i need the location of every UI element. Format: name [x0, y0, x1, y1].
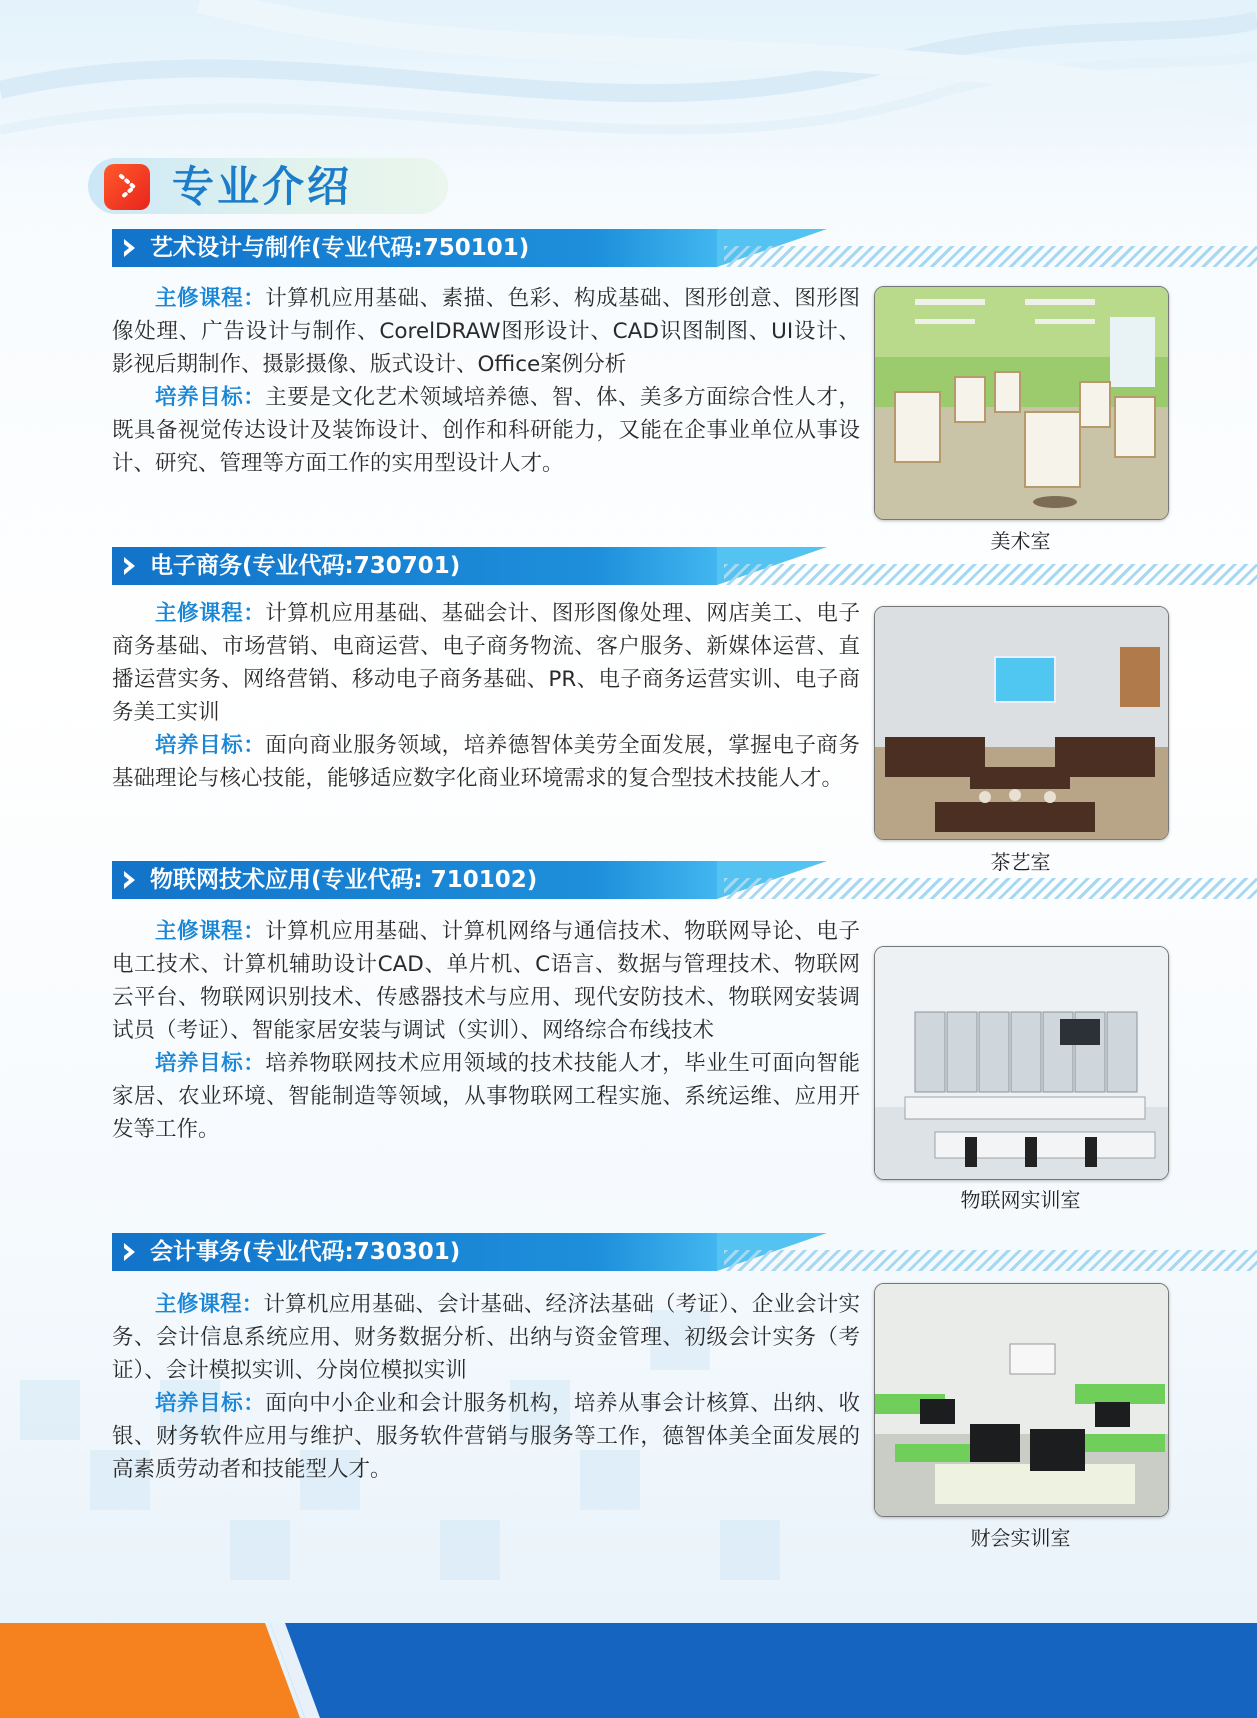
section-heading: 艺术设计与制作(专业代码:750101)	[150, 235, 530, 261]
section-body-accounting	[112, 1288, 860, 1486]
chevron-right-icon	[124, 1243, 135, 1261]
course-label: 主修课程：	[155, 601, 266, 626]
goal-label: 培养目标：	[155, 1391, 266, 1416]
page-title: 专业介绍	[172, 162, 353, 211]
art-room-photo	[874, 286, 1169, 520]
chevron-right-icon	[124, 871, 135, 889]
goal-text: 面向中小企业和会计服务机构，培养从事会计核算、出纳、收银、财务软件应用与维护、服务软件营销与服务等工作，德智体美全面发展的高素质劳动者和技能型人才。	[112, 1391, 860, 1482]
tea-room-photo	[874, 606, 1169, 840]
goal-text: 主要是文化艺术领域培养德、智、体、美多方面综合性人才，既具备视觉传达设计及装饰设计、创作和科研能力，又能在企事业单位从事设计、研究、管理等方面工作的实用型设计人才。	[112, 385, 860, 476]
chevron-right-icon	[124, 557, 135, 575]
course-label: 主修课程：	[155, 286, 266, 311]
footer-banner	[0, 1623, 1257, 1718]
goal-label: 培养目标：	[155, 733, 266, 758]
section-body-iot	[112, 915, 860, 1146]
course-text: 计算机应用基础、素描、色彩、构成基础、图形创意、图形图像处理、广告设计与制作、CorelDRAW图形设计、CAD识图制图、UI设计、影视后期制作、摄影摄像、版式设计、Office案例分析	[112, 286, 860, 377]
section-body-art-design	[112, 282, 860, 480]
photo-caption: 财会实训室	[970, 1526, 1071, 1550]
goal-text: 面向商业服务领域，培养德智体美劳全面发展，掌握电子商务基础理论与核心技能，能够适应数字化商业环境需求的复合型技术技能人才。	[112, 733, 860, 791]
photo-caption: 茶艺室	[990, 850, 1051, 874]
play-arrow-icon	[104, 164, 150, 210]
course-text: 计算机应用基础、基础会计、图形图像处理、网店美工、电子商务基础、市场营销、电商运营、电子商务物流、客户服务、新媒体运营、直播运营实务、网络营销、移动电子商务基础、PR、电子商务运营实训、电子商务美工实训	[112, 601, 860, 725]
goal-label: 培养目标：	[155, 1051, 266, 1076]
section-header-iot	[112, 861, 1167, 899]
iot-lab-photo	[874, 946, 1169, 1180]
course-label: 主修课程：	[155, 919, 266, 944]
section-body-ecommerce	[112, 597, 860, 795]
course-text: 计算机应用基础、会计基础、经济法基础（考证）、企业会计实务、会计信息系统应用、财务数据分析、出纳与资金管理、初级会计实务（考证）、会计模拟实训、分岗位模拟实训	[112, 1292, 860, 1383]
section-header-ecommerce	[112, 547, 1167, 585]
goal-label: 培养目标：	[155, 385, 266, 410]
goal-text: 培养物联网技术应用领域的技术技能人才，毕业生可面向智能家居、农业环境、智能制造等领域，从事物联网工程实施、系统运维、应用开发等工作。	[112, 1051, 860, 1142]
section-heading: 会计事务(专业代码:730301)	[150, 1239, 461, 1265]
section-header-art-design	[112, 229, 1167, 267]
accounting-lab-photo	[874, 1283, 1169, 1517]
chevron-right-icon	[124, 239, 135, 257]
photo-caption: 美术室	[990, 529, 1051, 553]
section-heading: 电子商务(专业代码:730701)	[150, 553, 461, 579]
course-text: 计算机应用基础、计算机网络与通信技术、物联网导论、电子电工技术、计算机辅助设计CAD、单片机、C语言、数据与管理技术、物联网云平台、物联网识别技术、传感器技术与应用、现代安防技术、物联网安装调试员（考证）、智能家居安装与调试（实训）、网络综合布线技术	[112, 919, 860, 1043]
course-label: 主修课程：	[155, 1292, 264, 1317]
photo-caption: 物联网实训室	[960, 1188, 1081, 1212]
section-heading: 物联网技术应用(专业代码: 710102)	[150, 867, 538, 893]
section-header-accounting	[112, 1233, 1167, 1271]
